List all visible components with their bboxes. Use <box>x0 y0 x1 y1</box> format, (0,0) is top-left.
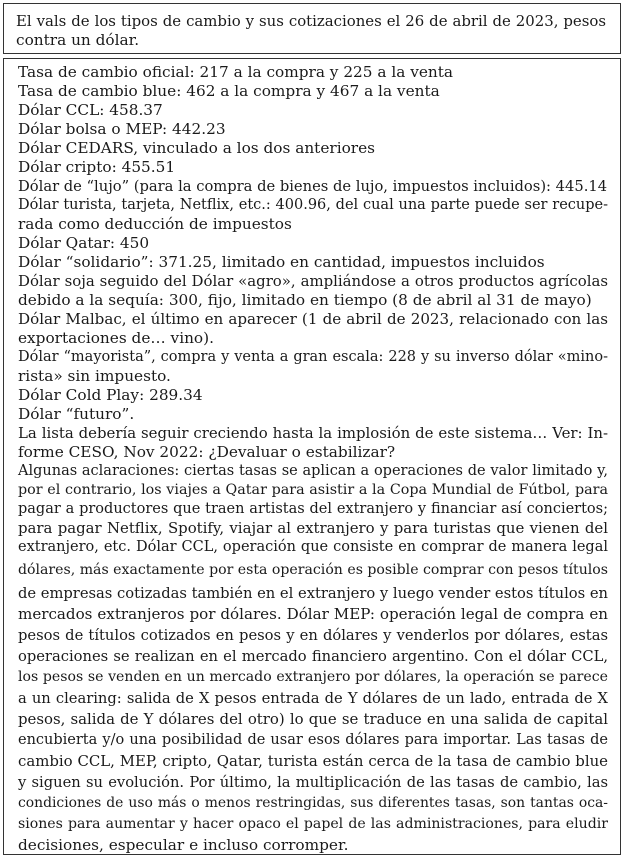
rate-wholesale: Dólar “mayorista”, compra y venta a gran escala: 228 y su inverso dólar «mino- <box>18 349 608 365</box>
rate-solidarity: Dólar “solidario”: 371.25, limitado en cantidad, impuestos incluidos <box>18 253 545 271</box>
paragraph-line: por el contrario, los viajes a Qatar para asistir a la Copa Mundial de Fútbol, para <box>18 482 608 498</box>
rate-cedars: Dólar CEDARS, vinculado a los dos anteriores <box>18 139 376 157</box>
paragraph-line: los pesos se venden en un mercado extranjero por dólares, la operación se parece <box>18 669 608 685</box>
rate-crypto: Dólar cripto: 455.51 <box>18 158 176 176</box>
paragraph-line: para pagar Netflix, Spotify, viajar al extranjero y para turistas que vienen del <box>18 519 608 537</box>
list-note: La lista debería seguir creciendo hasta la implosión de este sistema… Ver: In- <box>18 424 608 442</box>
paragraph-line: pesos de títulos cotizados en pesos y en dólares y venderlos por dólares, estas <box>18 627 608 644</box>
paragraph-line: dólares, más exactamente por esta operación es posible comprar con pesos títulos <box>18 562 608 578</box>
paragraph-line: a un clearing: salida de X pesos entrada de Y dólares de un lado, entrada de X <box>18 690 608 707</box>
rate-qatar: Dólar Qatar: 450 <box>18 234 150 252</box>
rate-wholesale-cont: rista» sin impuesto. <box>18 367 171 385</box>
rate-blue: Tasa de cambio blue: 462 a la compra y 467 a la venta <box>18 82 440 100</box>
rate-official: Tasa de cambio oficial: 217 a la compra y 225 a la venta <box>18 63 454 81</box>
paragraph-line: cambio CCL, MEP, cripto, Qatar, turista están cerca de la tasa de cambio blue <box>18 752 608 770</box>
paragraph-line: y siguen su evolución. Por último, la multiplicación de las tasas de cambio, las <box>18 774 608 791</box>
paragraph-line: extranjero, etc. Dólar CCL, operación que consiste en comprar de manera legal <box>18 539 608 555</box>
paragraph-line: decisiones, especular e incluso corromper. <box>18 836 349 854</box>
paragraph-line: operaciones se realizan en el mercado financiero argentino. Con el dólar CCL, <box>18 648 608 665</box>
title-box <box>3 3 621 54</box>
content-box <box>3 58 621 855</box>
rate-malbec: Dólar Malbac, el último en aparecer (1 de abril de 2023, relacionado con las <box>18 310 608 328</box>
paragraph-line: encubierta y/o una posibilidad de usar esos dólares para importar. Las tasas de <box>18 732 608 748</box>
paragraph-line: de empresas cotizadas también en el extranjero y luego vender estos títulos en <box>18 585 608 602</box>
paragraph-line: pagar a productores que traen artistas del extranjero y financiar así conciertos; <box>18 501 608 517</box>
rate-tourist: Dólar turista, tarjeta, Netflix, etc.: 400.96, del cual una parte puede ser recupe- <box>18 197 608 213</box>
paragraph-line: pesos, salida de Y dólares del otro) lo que se traduce en una salida de capital <box>18 710 608 728</box>
list-note-cont: forme CESO, Nov 2022: ¿Devaluar o estabilizar? <box>18 443 396 461</box>
title-line: El vals de los tipos de cambio y sus cotizaciones el 26 de abril de 2023, pesos <box>16 12 606 30</box>
rate-luxury: Dólar de “lujo” (para la compra de bienes de lujo, impuestos incluidos): 445.14 <box>18 178 608 195</box>
rate-soy: Dólar soja seguido del Dólar «agro», ampliándose a otros productos agrícolas <box>18 272 608 290</box>
paragraph-line: mercados extranjeros por dólares. Dólar MEP: operación legal de compra en <box>18 605 608 623</box>
paragraph-line: condiciones de uso más o menos restringidas, sus diferentes tasas, son tantas oca- <box>18 795 608 811</box>
rate-coldplay: Dólar Cold Play: 289.34 <box>18 386 203 404</box>
paragraph-line: siones para aumentar y hacer opaco el papel de las administraciones, para eludir <box>18 816 608 832</box>
rate-future: Dólar “futuro”. <box>18 405 135 423</box>
title-line: contra un dólar. <box>16 31 140 49</box>
rate-tourist-cont: rada como deducción de impuestos <box>18 215 292 233</box>
rate-malbec-cont: exportaciones de… vino). <box>18 329 214 347</box>
paragraph-line: Algunas aclaraciones: ciertas tasas se aplican a operaciones de valor limitado y, <box>18 463 608 479</box>
rate-ccl: Dólar CCL: 458.37 <box>18 101 163 119</box>
rate-soy-cont: debido a la sequía: 300, fijo, limitado en tiempo (8 de abril al 31 de mayo) <box>18 291 592 309</box>
rate-mep: Dólar bolsa o MEP: 442.23 <box>18 120 226 138</box>
